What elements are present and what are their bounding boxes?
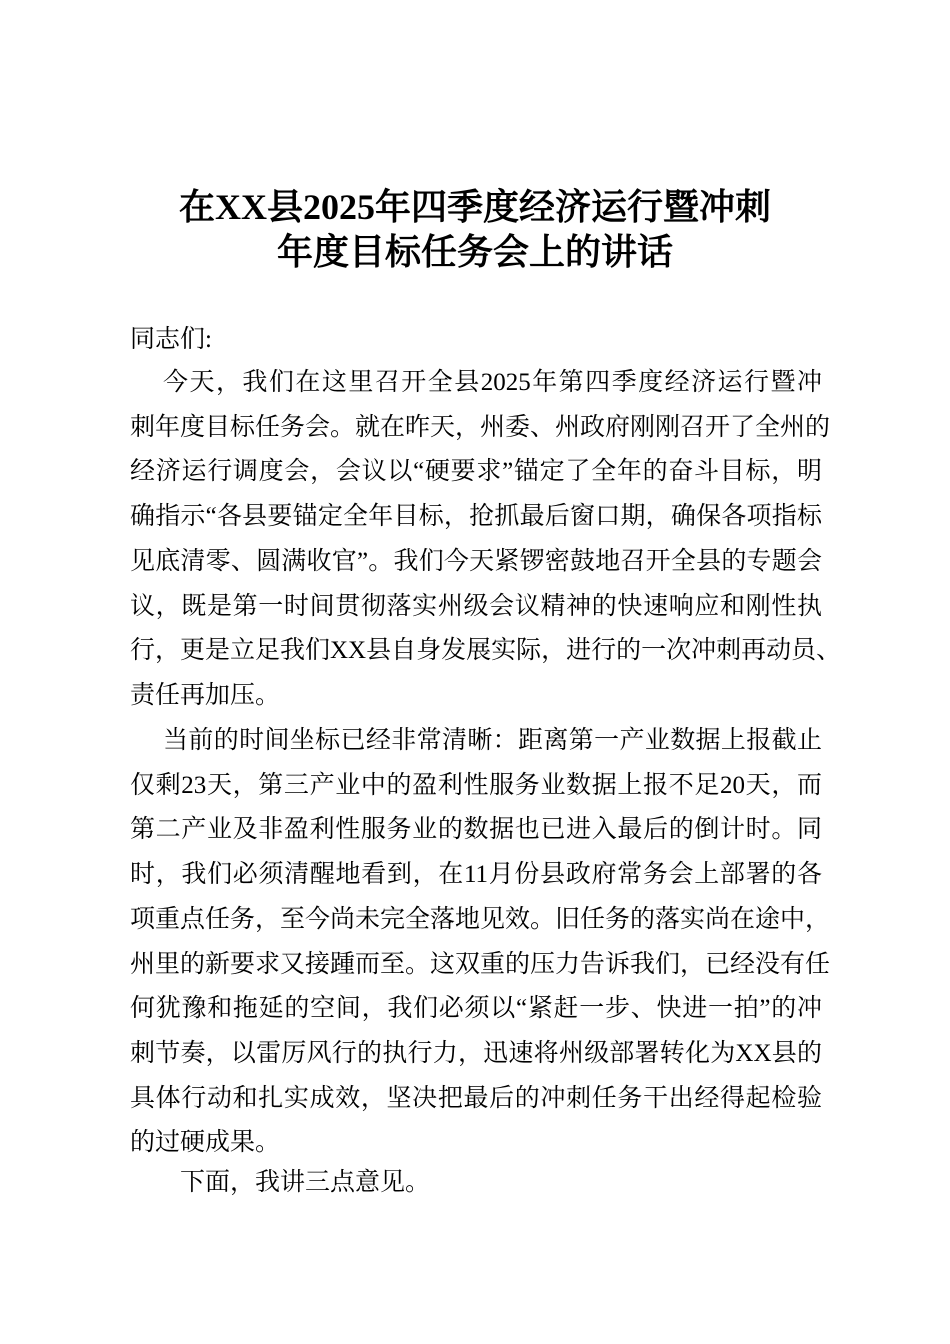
paragraph-1-line: 今天，我们在这里召开全县2025年第四季度经济运行暨冲: [163, 369, 822, 396]
paragraph-2-line: 当前的时间坐标已经非常清晰：距离第一产业数据上报截止: [163, 727, 822, 754]
paragraph-1-line: 刺年度目标任务会。就在昨天，州委、州政府刚刚召开了全州的: [130, 413, 831, 441]
paragraph-1-line: 议，既是第一时间贯彻落实州级会议精神的快速响应和刚性执: [130, 592, 822, 620]
paragraph-2-line: 仅剩23天，第三产业中的盈利性服务业数据上报不足20天，而: [130, 771, 822, 799]
paragraph-1-line: 确指示“各县要锚定全年目标，抢抓最后窗口期，确保各项指标: [130, 503, 822, 531]
paragraph-1-line: 责任再加压。: [130, 681, 281, 709]
paragraph-2-line: 何犹豫和拖延的空间，我们必须以“紧赶一步、快进一拍”的冲: [130, 995, 822, 1023]
salutation: 同志们:: [130, 326, 212, 353]
paragraph-3-line: 下面，我讲三点意见。: [180, 1169, 431, 1196]
paragraph-2-line: 项重点任务，至今尚未完全落地见效。旧任务的落实尚在途中，: [130, 905, 831, 933]
paragraph-2-line: 具体行动和扎实成效，坚决把最后的冲刺任务干出经得起检验: [130, 1084, 822, 1112]
paragraph-2-line: 的过硬成果。: [130, 1129, 281, 1157]
paragraph-1-line: 经济运行调度会，会议以“硬要求”锚定了全年的奋斗目标，明: [130, 458, 822, 486]
paragraph-2-line: 第二产业及非盈利性服务业的数据也已进入最后的倒计时。同: [130, 816, 822, 844]
paragraph-2-line: 刺节奏，以雷厉风行的执行力，迅速将州级部署转化为XX县的: [130, 1039, 822, 1067]
document-title-line-1: 在XX县2025年四季度经济运行暨冲刺: [179, 187, 771, 227]
paragraph-1-line: 行，更是立足我们XX县自身发展实际，进行的一次冲刺再动员、: [130, 637, 842, 665]
paragraph-2-line: 州里的新要求又接踵而至。这双重的压力告诉我们，已经没有任: [130, 950, 831, 978]
paragraph-2-line: 时，我们必须清醒地看到，在11月份县政府常务会上部署的各: [130, 861, 822, 889]
document-title-line-2: 年度目标任务会上的讲话: [276, 232, 673, 272]
paragraph-1-line: 见底清零、圆满收官”。我们今天紧锣密鼓地召开全县的专题会: [130, 547, 822, 575]
